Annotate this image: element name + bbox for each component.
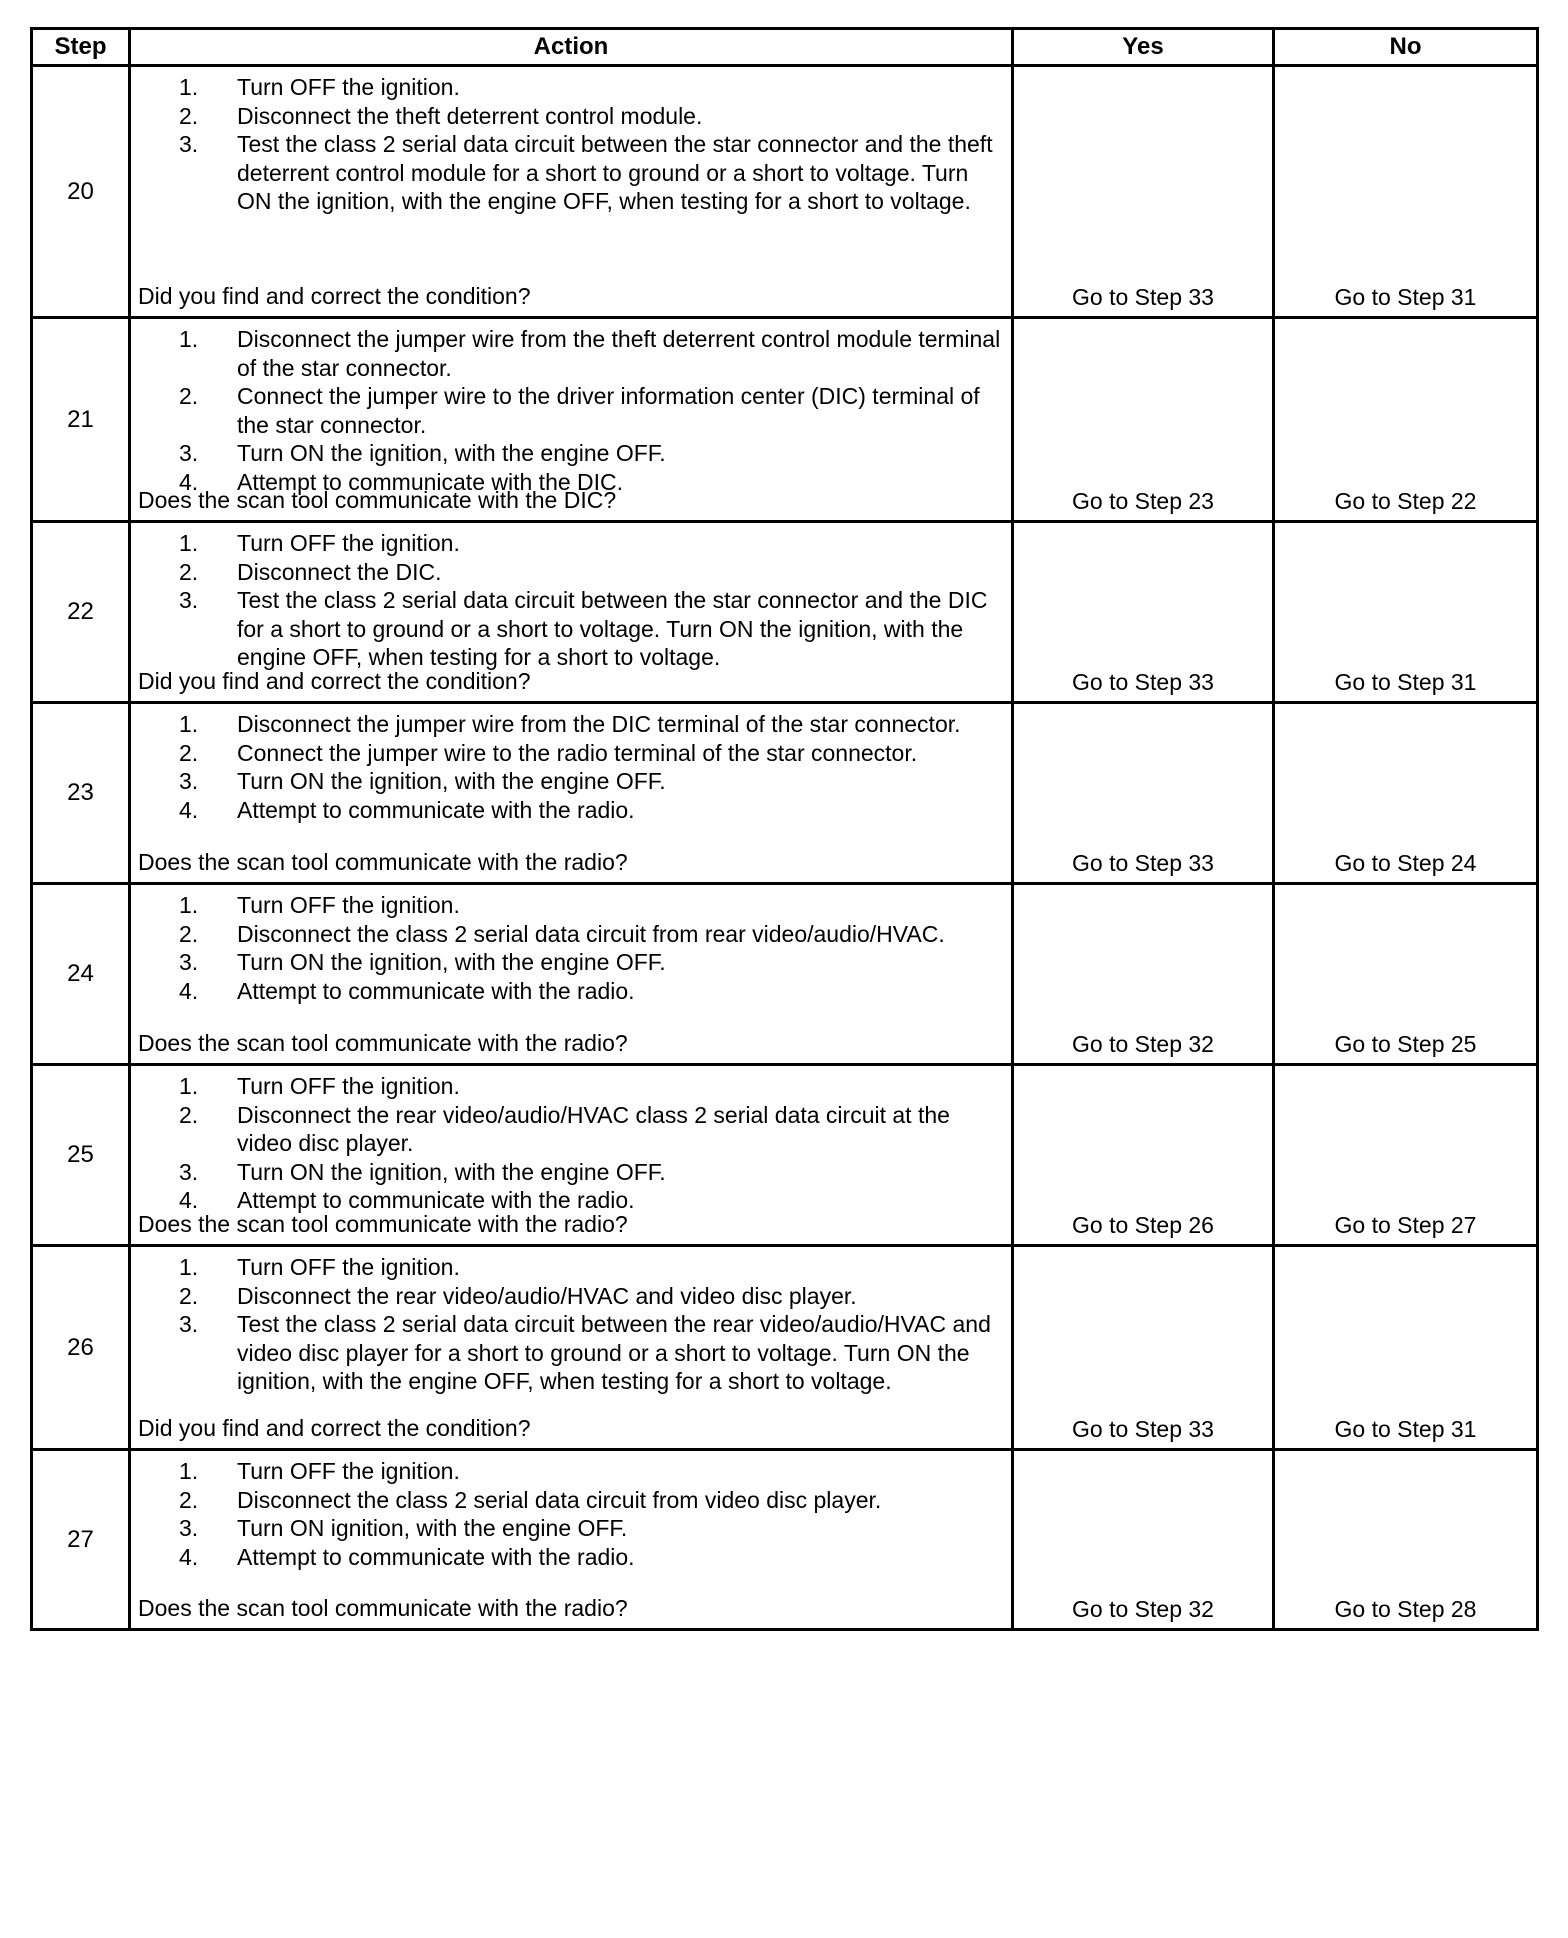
- action-step: [131, 558, 1001, 587]
- action-step: [131, 1101, 1001, 1158]
- no-result: Go to Step 31: [1274, 1246, 1538, 1450]
- action-step-number: 2.: [179, 558, 199, 585]
- action-step-number: 3.: [179, 949, 199, 975]
- action-step-text: Turn ON the ignition, with the engine OFF.: [237, 949, 666, 975]
- action-steps-list: [131, 1451, 1011, 1571]
- action-steps-list: [131, 319, 1011, 496]
- yes-result: Go to Step 33: [1013, 522, 1274, 703]
- no-result: Go to Step 31: [1274, 522, 1538, 703]
- action-steps-list: [131, 704, 1011, 824]
- action-step-number: 2.: [179, 383, 199, 409]
- action-step: [131, 1486, 1001, 1515]
- action-question: Does the scan tool communicate with the radio?: [138, 1595, 628, 1621]
- action-step-number: 1.: [179, 1458, 199, 1484]
- action-step-text: Turn OFF the ignition.: [237, 1073, 460, 1099]
- action-steps-list: [131, 885, 1011, 1005]
- action-step-number: 1.: [179, 1073, 199, 1099]
- action-step-number: 2.: [179, 1282, 199, 1309]
- action-step-text: Test the class 2 serial data circuit between the rear video/audio/HVAC and video disc player for a short to ground or a short to voltage. Turn ON the ignition, with the engine OFF, when testing for a short to voltage.: [237, 1311, 991, 1394]
- action-step-text: Turn OFF the ignition.: [237, 530, 460, 556]
- action-step: [131, 1072, 1001, 1101]
- header-step: Step: [32, 29, 130, 66]
- action-step-number: 1.: [179, 326, 199, 352]
- action-step: [131, 1543, 1001, 1572]
- action-step: [131, 977, 1001, 1006]
- action-step-text: Connect the jumper wire to the radio terminal of the star connector.: [237, 739, 918, 766]
- action-step-number: 1.: [179, 530, 199, 556]
- no-result: Go to Step 27: [1274, 1065, 1538, 1246]
- action-question: Does the scan tool communicate with the radio?: [138, 1030, 628, 1056]
- action-question: Did you find and correct the condition?: [138, 668, 531, 694]
- action-step-text: Turn OFF the ignition.: [237, 892, 460, 918]
- no-result: Go to Step 28: [1274, 1450, 1538, 1630]
- action-step-number: 4.: [179, 796, 199, 823]
- table-row: [32, 318, 1538, 522]
- table-row: [32, 1065, 1538, 1246]
- action-step-number: 2.: [179, 1486, 199, 1513]
- action-step-number: 3.: [179, 1311, 199, 1337]
- action-step: [131, 1310, 1001, 1396]
- yes-result: Go to Step 33: [1013, 703, 1274, 884]
- action-step: [131, 439, 1001, 468]
- action-step: [131, 73, 1001, 102]
- action-step-text: Disconnect the class 2 serial data circuit from rear video/audio/HVAC.: [237, 920, 945, 947]
- action-cell: [130, 522, 1013, 703]
- action-step: [131, 739, 1001, 768]
- step-number: 23: [32, 703, 130, 884]
- action-cell: [130, 703, 1013, 884]
- action-step-number: 4.: [179, 1187, 199, 1213]
- action-step: [131, 1158, 1001, 1187]
- action-step-number: 2.: [179, 1101, 199, 1128]
- action-step-number: 1.: [179, 1254, 199, 1280]
- action-step: [131, 325, 1001, 382]
- table-row: [32, 884, 1538, 1065]
- action-step: [131, 102, 1001, 131]
- action-step-text: Attempt to communicate with the DIC.: [237, 468, 624, 495]
- no-result: Go to Step 25: [1274, 884, 1538, 1065]
- table-row: [32, 703, 1538, 884]
- action-step-number: 1.: [179, 74, 199, 100]
- action-step: [131, 891, 1001, 920]
- action-step-number: 4.: [179, 468, 199, 495]
- action-step-text: Turn OFF the ignition.: [237, 74, 460, 100]
- action-steps-list: [131, 523, 1011, 672]
- table-body: [32, 66, 1538, 1630]
- action-step-number: 4.: [179, 977, 199, 1004]
- action-step-text: Turn ON the ignition, with the engine OFF.: [237, 768, 666, 794]
- header-yes: Yes: [1013, 29, 1274, 66]
- action-step-number: 4.: [179, 1543, 199, 1570]
- no-result: Go to Step 24: [1274, 703, 1538, 884]
- action-steps-list: [131, 1247, 1011, 1396]
- action-step-text: Turn OFF the ignition.: [237, 1458, 460, 1484]
- action-step-text: Disconnect the theft deterrent control module.: [237, 102, 703, 129]
- action-step-text: Turn OFF the ignition.: [237, 1254, 460, 1280]
- action-step: [131, 796, 1001, 825]
- action-step-text: Disconnect the rear video/audio/HVAC class 2 serial data circuit at the video disc player.: [237, 1101, 950, 1156]
- yes-result: Go to Step 32: [1013, 1450, 1274, 1630]
- step-number: 27: [32, 1450, 130, 1630]
- action-step-text: Disconnect the class 2 serial data circuit from video disc player.: [237, 1486, 882, 1513]
- action-step-text: Attempt to communicate with the radio.: [237, 796, 635, 823]
- action-question: Does the scan tool communicate with the DIC?: [138, 487, 617, 513]
- yes-result: Go to Step 33: [1013, 1246, 1274, 1450]
- action-step: [131, 767, 1001, 796]
- header-no: No: [1274, 29, 1538, 66]
- action-step-number: 2.: [179, 739, 199, 766]
- action-cell: [130, 1246, 1013, 1450]
- action-step-text: Attempt to communicate with the radio.: [237, 1543, 635, 1570]
- action-step-text: Turn ON the ignition, with the engine OFF.: [237, 440, 666, 466]
- action-question: Does the scan tool communicate with the radio?: [138, 1211, 628, 1237]
- action-steps-list: [131, 67, 1011, 216]
- action-step-text: Disconnect the jumper wire from the theft deterrent control module terminal of the star connector.: [237, 326, 1001, 381]
- action-question: Did you find and correct the condition?: [138, 283, 531, 309]
- action-question: Did you find and correct the condition?: [138, 1415, 531, 1441]
- action-step-text: Attempt to communicate with the radio.: [237, 1187, 635, 1213]
- action-step-number: 1.: [179, 711, 199, 737]
- action-step-number: 3.: [179, 1158, 199, 1185]
- step-number: 20: [32, 66, 130, 318]
- action-step-number: 3.: [179, 440, 199, 466]
- action-cell: [130, 1065, 1013, 1246]
- no-result: Go to Step 22: [1274, 318, 1538, 522]
- action-step-text: Test the class 2 serial data circuit between the star connector and the DIC for a short to ground or a short to voltage. Turn ON the ignition, with the engine OFF, when testing for a short to voltage.: [237, 587, 988, 670]
- action-question: Does the scan tool communicate with the radio?: [138, 849, 628, 875]
- action-step-text: Attempt to communicate with the radio.: [237, 977, 635, 1004]
- table-row: [32, 1246, 1538, 1450]
- step-number: 22: [32, 522, 130, 703]
- action-cell: [130, 884, 1013, 1065]
- action-step: [131, 710, 1001, 739]
- action-step-text: Disconnect the DIC.: [237, 558, 442, 585]
- action-step-number: 2.: [179, 920, 199, 947]
- action-step: [131, 948, 1001, 977]
- action-step: [131, 130, 1001, 216]
- step-number: 25: [32, 1065, 130, 1246]
- action-step: [131, 529, 1001, 558]
- no-result: Go to Step 31: [1274, 66, 1538, 318]
- step-number: 21: [32, 318, 130, 522]
- action-step: [131, 1282, 1001, 1311]
- action-step-text: Disconnect the jumper wire from the DIC terminal of the star connector.: [237, 711, 961, 737]
- action-step-text: Test the class 2 serial data circuit between the star connector and the theft deterrent control module for a short to ground or a short to voltage. Turn ON the ignition, with the engine OFF, when testing for a short to voltage.: [237, 131, 993, 214]
- action-steps-list: [131, 1066, 1011, 1215]
- step-number: 24: [32, 884, 130, 1065]
- table-row: [32, 66, 1538, 318]
- action-step: [131, 382, 1001, 439]
- action-step-text: Turn ON the ignition, with the engine OFF.: [237, 1158, 666, 1185]
- action-step: [131, 1253, 1001, 1282]
- table-row: [32, 1450, 1538, 1630]
- action-step: [131, 920, 1001, 949]
- yes-result: Go to Step 23: [1013, 318, 1274, 522]
- action-step-number: 3.: [179, 587, 199, 613]
- table-row: [32, 522, 1538, 703]
- yes-result: Go to Step 32: [1013, 884, 1274, 1065]
- step-number: 26: [32, 1246, 130, 1450]
- action-cell: [130, 318, 1013, 522]
- header-row: [32, 29, 1538, 66]
- action-step-number: 3.: [179, 768, 199, 794]
- action-step-number: 2.: [179, 102, 199, 129]
- action-step: [131, 1514, 1001, 1543]
- action-step-text: Turn ON ignition, with the engine OFF.: [237, 1515, 628, 1541]
- action-step: [131, 586, 1001, 672]
- yes-result: Go to Step 33: [1013, 66, 1274, 318]
- action-step-number: 1.: [179, 892, 199, 918]
- action-step-text: Disconnect the rear video/audio/HVAC and video disc player.: [237, 1282, 857, 1309]
- diagnostic-table: [30, 27, 1539, 1631]
- action-step-number: 3.: [179, 131, 199, 157]
- action-step-text: Connect the jumper wire to the driver information center (DIC) terminal of the star connector.: [237, 383, 980, 438]
- action-cell: [130, 66, 1013, 318]
- action-cell: [130, 1450, 1013, 1630]
- header-action: Action: [130, 29, 1013, 66]
- action-step-number: 3.: [179, 1515, 199, 1541]
- yes-result: Go to Step 26: [1013, 1065, 1274, 1246]
- action-step: [131, 1457, 1001, 1486]
